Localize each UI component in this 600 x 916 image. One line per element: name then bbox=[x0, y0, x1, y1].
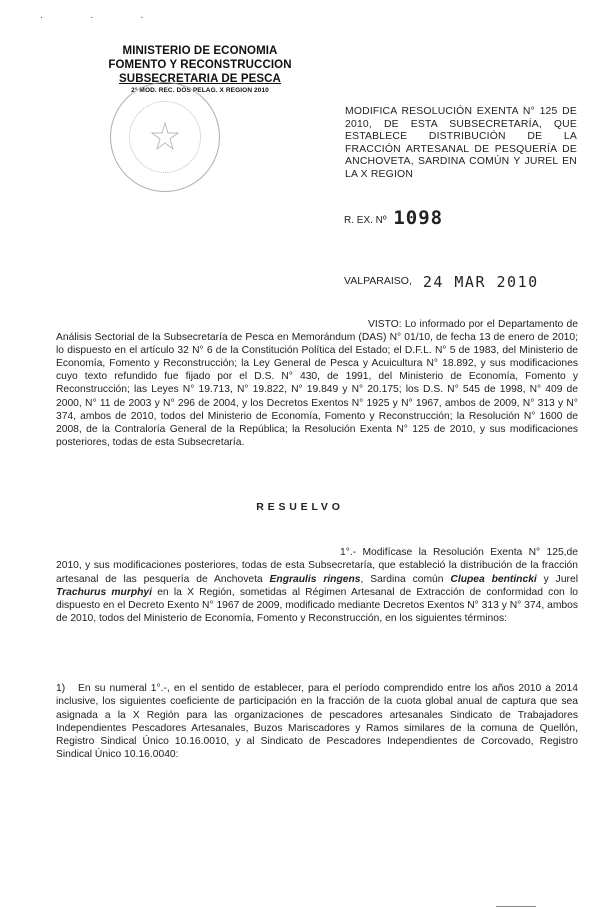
header-reference: 2° MOD. REC. DOS PELAG. X REGION 2010 bbox=[131, 87, 269, 94]
header-ministry: MINISTERIO DE ECONOMIA bbox=[122, 45, 278, 57]
header-subsecretaria: SUBSECRETARIA DE PESCA bbox=[119, 73, 281, 85]
resolution-number: 1098 bbox=[393, 207, 444, 229]
footer-mark bbox=[496, 906, 536, 911]
article-1-paragraph bbox=[56, 546, 578, 626]
date-stamp: 24 MAR 2010 bbox=[422, 273, 539, 291]
corner-marks: · · · bbox=[40, 12, 166, 23]
art1-text-4: en la X Región, sometidas al Régimen Artesanal de Extracción de conformidad con lo dispuesto en el Decreto Exento N° 1967 de 2009, modificado mediante Decretos Exentos N° 313 y N° 374, ambos de 2010, todos del Ministerio de Economía, Fomento y Reconstrucción, en los siguientes términos: bbox=[56, 586, 579, 625]
stamp-star-icon bbox=[111, 83, 219, 191]
resolution-subject: MODIFICA RESOLUCIÓN EXENTA N° 125 DE 2010, DE ESTA SUBSECRETARÍA, QUE ESTABLECE DISTRIBUCIÓN DE LA FRACCIÓN ARTESANAL DE PESQUERÍA DE ANCHOVETA, SARDINA COMÚN Y JUREL EN LA X REGION bbox=[345, 106, 577, 180]
place-date-line bbox=[344, 270, 539, 291]
species-anchoveta: Engraulis ringens bbox=[269, 573, 361, 585]
header-ministry-cont: FOMENTO Y RECONSTRUCCION bbox=[108, 59, 292, 71]
official-stamp-icon bbox=[110, 82, 220, 192]
numeral-1-paragraph bbox=[56, 682, 578, 762]
art1-text-3: y Jurel bbox=[536, 573, 578, 585]
place: VALPARAISO, bbox=[344, 275, 412, 287]
species-jurel: Trachurus murphyi bbox=[56, 586, 152, 598]
visto-paragraph: VISTO: Lo informado por el Departamento de Análisis Sectorial de la Subsecretaría de Pesca en Memorándum (DAS) N° 01/10, de fecha 13 de enero de 2010; lo dispuesto en el artículo 32 N° 6 de la Constitución Política del Estado; el D.F.L. N° 5 de 1983, del Ministerio de Economía, Fomento y Reconstrucción; la Ley General de Pesca y Acuicultura N° 18.892, y sus modificaciones cuyo texto refundido fue fijado por el D.S. N° 430, de 1991, del Ministerio de Economía, Fomento y Reconstrucción; las Leyes N° 19.713, N° 19.822, N° 19.849 y N° 20.175; los D.S. N° 545 de 1998, N° 409 de 2000, N° 11 de 2003 y N° 296 de 2004, y los Decretos Exentos N° 1925 y N° 1967, ambos de 2009, N° 313 y N° 374, ambos de 2010, todos del Ministerio de Economía, Fomento y Reconstrucción; la Resolución N° 1600 de 2008, de la Contraloría General de la República; la Resolución Exenta N° 125 de 2010, y sus modificaciones posteriores, todas de esta Subsecretaría. bbox=[56, 319, 578, 448]
numeral-marker: 1) bbox=[56, 683, 66, 694]
resolution-label: R. EX. Nº bbox=[344, 215, 387, 226]
numeral-1-text: En su numeral 1°.-, en el sentido de establecer, para el período comprendido entre los años 2010 a 2014 inclusive, los siguientes coeficiente de participación en la fracción de la cuota global anual de captura que sea asignada a la X Región para las organizaciones de pescadores artesanales Sindicato de Trabajadores Independientes Pescadores Artesanales, Buzos Mariscadores y Ramos similares de la comuna de Quellón, Registro Sindical Único 10.16.0010, y al Sindicato de Pescadores Independientes de Corcovado, Registro Sindical Único 10.16.0040: bbox=[56, 683, 578, 761]
art1-text-1: 1°.- Modifícase la Resolución Exenta N° 125,de 2010, y sus modificaciones posteriores, todas de esta Subsecretaría, que estableció la distribución de la fracción artesanal de las pesquería de Anchoveta bbox=[56, 547, 578, 585]
resolution-number-line bbox=[344, 206, 443, 228]
species-sardina: Clupea bentincki bbox=[450, 573, 537, 585]
art1-text-2: , Sardina común bbox=[360, 573, 451, 585]
resuelvo-heading: RESUELVO bbox=[256, 501, 344, 513]
